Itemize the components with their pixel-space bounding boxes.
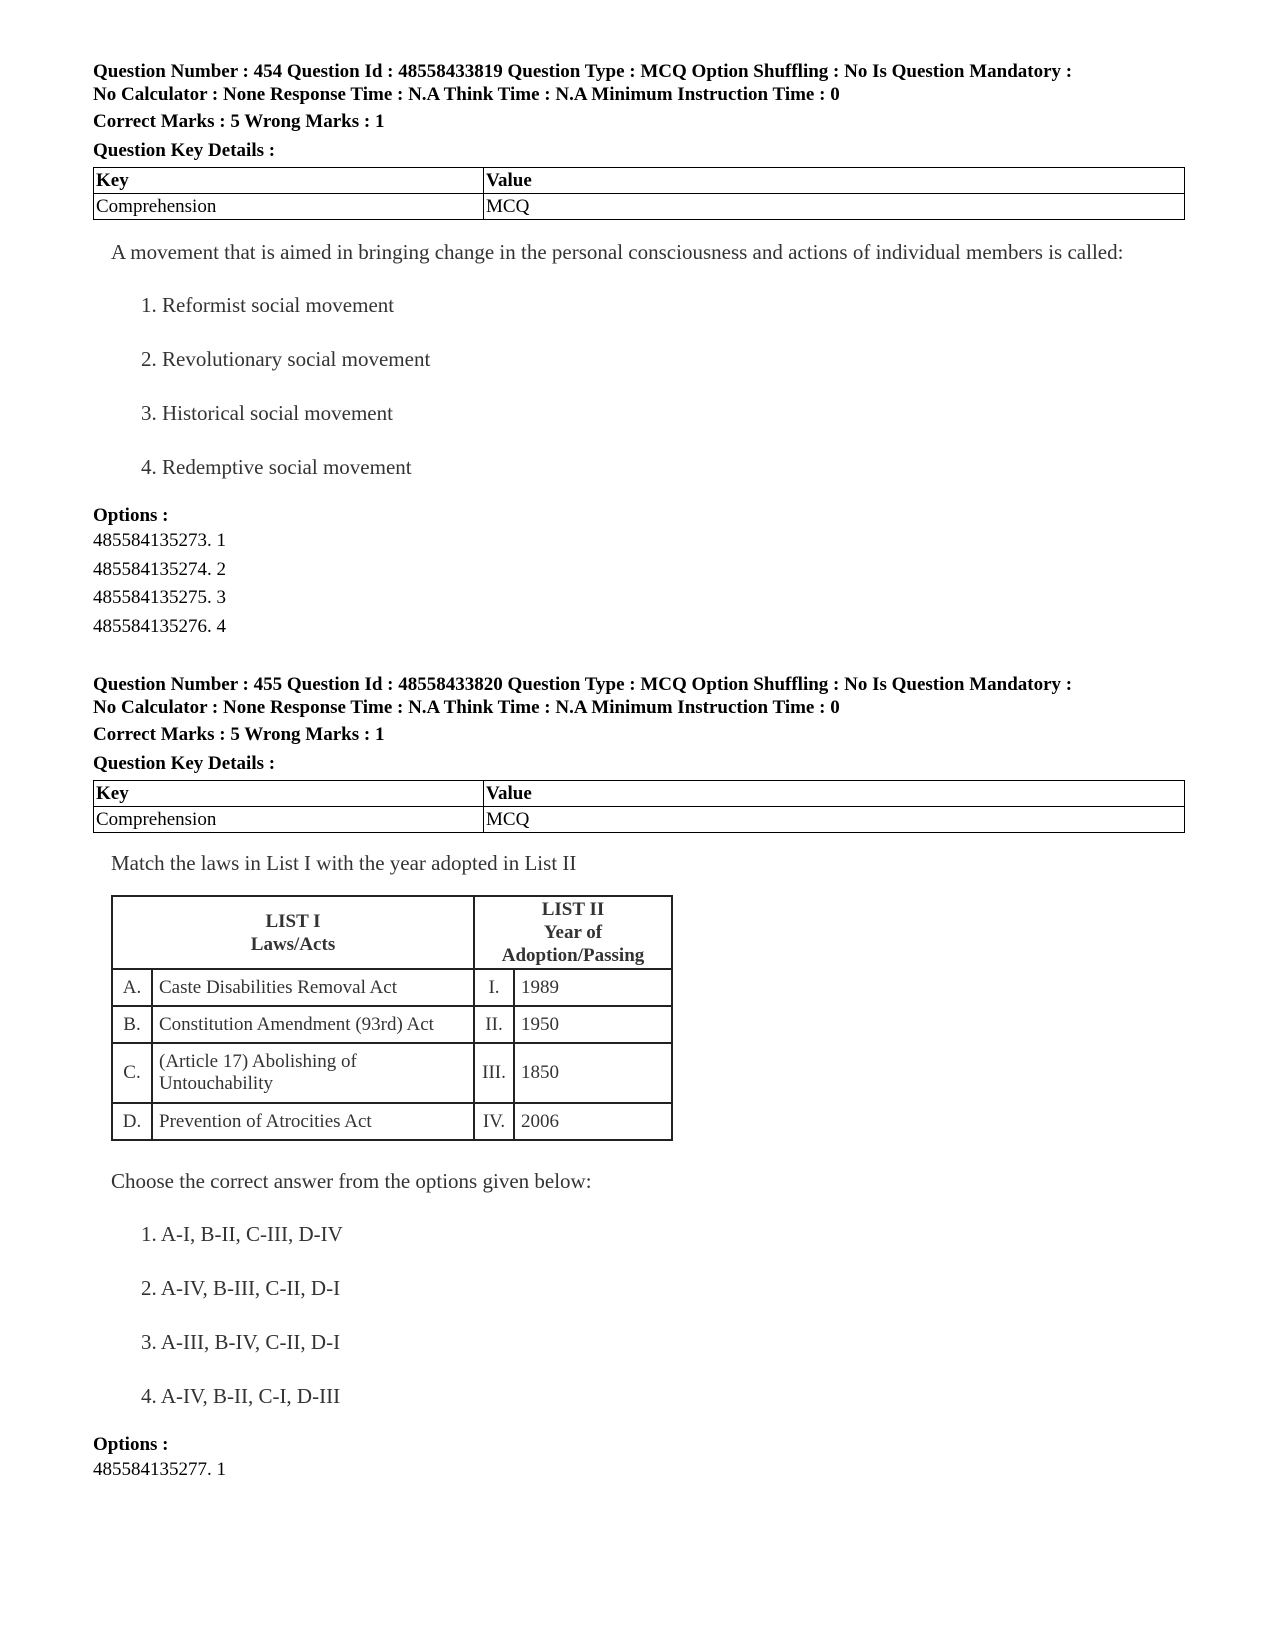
question-meta-line: Question Number : 455 Question Id : 48558433820 Question Type : MCQ Option Shuffling : No Is Question Mandatory : — [93, 674, 1073, 695]
list2-subtitle: Year of — [543, 922, 603, 943]
question-block — [93, 673, 1185, 1485]
list2-year: 1850 — [514, 1043, 672, 1103]
list1-letter: B. — [112, 1006, 152, 1043]
question-meta-line: Question Number : 454 Question Id : 48558433819 Question Type : MCQ Option Shuffling : No Is Question Mandatory : — [93, 61, 1073, 82]
key-details-table — [93, 780, 1185, 833]
option-item: 485584135274. 2 — [93, 558, 226, 580]
key-header: Key — [94, 781, 484, 807]
value-cell: MCQ — [484, 807, 1185, 833]
match-row — [112, 1043, 672, 1103]
options-list — [93, 1456, 1185, 1485]
choice-list — [141, 1220, 1185, 1410]
choice-item: 1. A-I, B-II, C-III, D-IV — [141, 1222, 343, 1246]
choice-list — [141, 291, 1185, 481]
option-item: 485584135277. 1 — [93, 1459, 226, 1480]
question-meta-line: No Calculator : None Response Time : N.A Think Time : N.A Minimum Instruction Time : 0 — [93, 84, 840, 105]
question-content — [111, 238, 1185, 481]
list2-year: 1950 — [514, 1006, 672, 1043]
document-page — [93, 60, 1185, 1485]
list2-numeral: IV. — [474, 1103, 514, 1140]
choice-item: 4. Redemptive social movement — [141, 455, 412, 479]
list1-law: (Article 17) Abolishing of Untouchability — [152, 1043, 474, 1103]
list1-law: Caste Disabilities Removal Act — [152, 969, 474, 1006]
question-stem: Match the laws in List I with the year adopted in List II — [111, 851, 577, 875]
list2-header — [474, 896, 672, 969]
value-header: Value — [484, 168, 1185, 194]
question-block — [93, 60, 1185, 641]
key-header: Key — [94, 168, 484, 194]
value-cell: MCQ — [484, 194, 1185, 220]
list1-header — [112, 896, 474, 969]
key-cell: Comprehension — [94, 807, 484, 833]
choice-item: 1. Reformist social movement — [141, 293, 395, 317]
list2-numeral: II. — [474, 1006, 514, 1043]
option-item: 485584135276. 4 — [93, 615, 226, 637]
match-row — [112, 969, 672, 1006]
choice-item: 3. Historical social movement — [141, 401, 393, 425]
key-details-label: Question Key Details : — [93, 140, 276, 161]
question-meta-line: No Calculator : None Response Time : N.A Think Time : N.A Minimum Instruction Time : 0 — [93, 697, 840, 718]
match-row — [112, 1006, 672, 1043]
question-stem: A movement that is aimed in bringing change in the personal consciousness and actions of individual members is called: — [111, 240, 1124, 264]
list1-law: Prevention of Atrocities Act — [152, 1103, 474, 1140]
list2-title: LIST II — [541, 899, 605, 920]
choice-item: 2. Revolutionary social movement — [141, 347, 431, 371]
options-list — [93, 527, 1185, 641]
key-details-label: Question Key Details : — [93, 753, 276, 774]
options-label: Options : — [93, 505, 169, 526]
key-cell: Comprehension — [94, 194, 484, 220]
list1-letter: A. — [112, 969, 152, 1006]
list2-year: 1989 — [514, 969, 672, 1006]
list2-numeral: III. — [474, 1043, 514, 1103]
list2-numeral: I. — [474, 969, 514, 1006]
question-content — [111, 849, 1185, 1410]
choose-instruction: Choose the correct answer from the options given below: — [111, 1169, 592, 1193]
options-label: Options : — [93, 1434, 169, 1455]
list1-subtitle: Laws/Acts — [250, 933, 336, 955]
choice-item: 4. A-IV, B-II, C-I, D-III — [141, 1384, 341, 1408]
marks-line: Correct Marks : 5 Wrong Marks : 1 — [93, 724, 385, 745]
question-meta — [93, 60, 1185, 106]
list1-law: Constitution Amendment (93rd) Act — [152, 1006, 474, 1043]
question-meta — [93, 673, 1185, 719]
list1-letter: C. — [112, 1043, 152, 1103]
list1-title: LIST I — [265, 910, 321, 932]
match-row — [112, 1103, 672, 1140]
key-details-table — [93, 167, 1185, 220]
value-header: Value — [484, 781, 1185, 807]
option-item: 485584135273. 1 — [93, 530, 226, 551]
list2-subtitle: Adoption/Passing — [501, 945, 645, 966]
choice-item: 2. A-IV, B-III, C-II, D-I — [141, 1276, 341, 1300]
option-item: 485584135275. 3 — [93, 587, 226, 608]
list1-letter: D. — [112, 1103, 152, 1140]
list2-year: 2006 — [514, 1103, 672, 1140]
match-table — [111, 895, 673, 1141]
choice-item: 3. A-III, B-IV, C-II, D-I — [141, 1330, 341, 1354]
marks-line: Correct Marks : 5 Wrong Marks : 1 — [93, 111, 385, 132]
